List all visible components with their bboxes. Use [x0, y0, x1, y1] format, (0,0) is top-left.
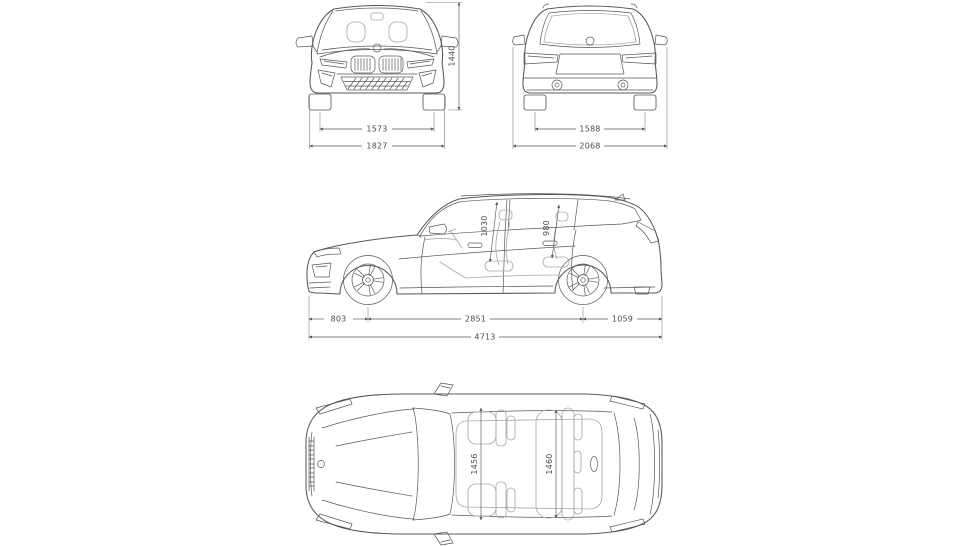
dim-wheelbase: [368, 315, 583, 324]
front-wheels: [309, 94, 445, 110]
front-overall-width-value: 1827: [366, 141, 388, 151]
dim-rear-track: [535, 112, 645, 134]
rear-overhang-value: 1059: [611, 314, 634, 324]
headroom-front-value: 1030: [480, 215, 489, 237]
rear-bumper: [523, 78, 657, 90]
top-grille-hatch: [309, 437, 314, 491]
overall-height-value: 1440: [447, 45, 457, 67]
front-kidney-grille: [351, 56, 403, 73]
top-antenna-fin: [591, 457, 598, 472]
top-windshield: [413, 408, 455, 520]
front-roundel-logo: [373, 44, 381, 52]
rear-body-outline: [523, 6, 657, 93]
front-lower-intake: [337, 74, 417, 90]
dim-front-track: [320, 112, 434, 134]
interior-width-rear-value: 1460: [545, 453, 554, 475]
front-headlights: [320, 59, 434, 68]
dim-overall-length: [309, 333, 662, 342]
top-mirrors: [434, 383, 453, 545]
dim-headroom-front: [480, 202, 497, 262]
rear-view: [513, 4, 668, 151]
rear-license-recess: [556, 54, 624, 74]
top-roundel-logo: [318, 461, 325, 468]
side-mirror: [429, 224, 447, 234]
side-rear-wheel: [559, 256, 608, 305]
top-body-outline: [306, 394, 662, 534]
intake-mesh: [344, 78, 410, 89]
wheelbase-value: 2851: [464, 314, 487, 324]
front-windshield: [317, 8, 437, 54]
front-side-intakes: [318, 70, 436, 87]
dim-rear-width-incl-mirrors: [513, 47, 667, 151]
dim-rear-overhang: [583, 315, 662, 324]
grille-slats: [355, 59, 401, 71]
top-seats: [468, 408, 582, 520]
rear-roundel-logo: [586, 37, 594, 45]
side-body-outline: [307, 195, 662, 294]
rear-taillights: [524, 53, 656, 64]
side-rear-fascia: [604, 222, 659, 294]
front-hood-creases: [320, 49, 434, 57]
rear-wheels: [524, 95, 656, 110]
front-track-value: 1573: [366, 124, 388, 134]
dim-interior-width-front: [470, 408, 481, 520]
rear-mirrors: [513, 35, 668, 45]
overall-length-value: 4713: [474, 332, 496, 342]
front-overhang-value: 803: [330, 314, 347, 324]
top-front-fascia: [309, 399, 352, 529]
dim-headroom-rear: [542, 205, 559, 258]
interior-width-front-value: 1456: [470, 453, 479, 475]
front-cabin-interior: [347, 13, 407, 42]
rear-window: [540, 11, 640, 48]
front-view: [296, 3, 462, 151]
side-view: [307, 194, 662, 342]
dim-front-overall-width: [310, 96, 445, 151]
headroom-rear-value: 980: [542, 220, 551, 236]
dim-front-overhang: [309, 315, 368, 324]
rear-track-value: 1588: [579, 124, 601, 134]
top-view: [306, 383, 662, 545]
rear-width-incl-mirrors-value: 2068: [579, 141, 601, 151]
dim-interior-width-rear: [545, 410, 556, 518]
side-front-fascia: [309, 248, 341, 288]
side-front-wheel: [344, 256, 393, 305]
top-rear-glass-tailgate: [610, 396, 660, 532]
top-hood-lines: [322, 409, 414, 519]
